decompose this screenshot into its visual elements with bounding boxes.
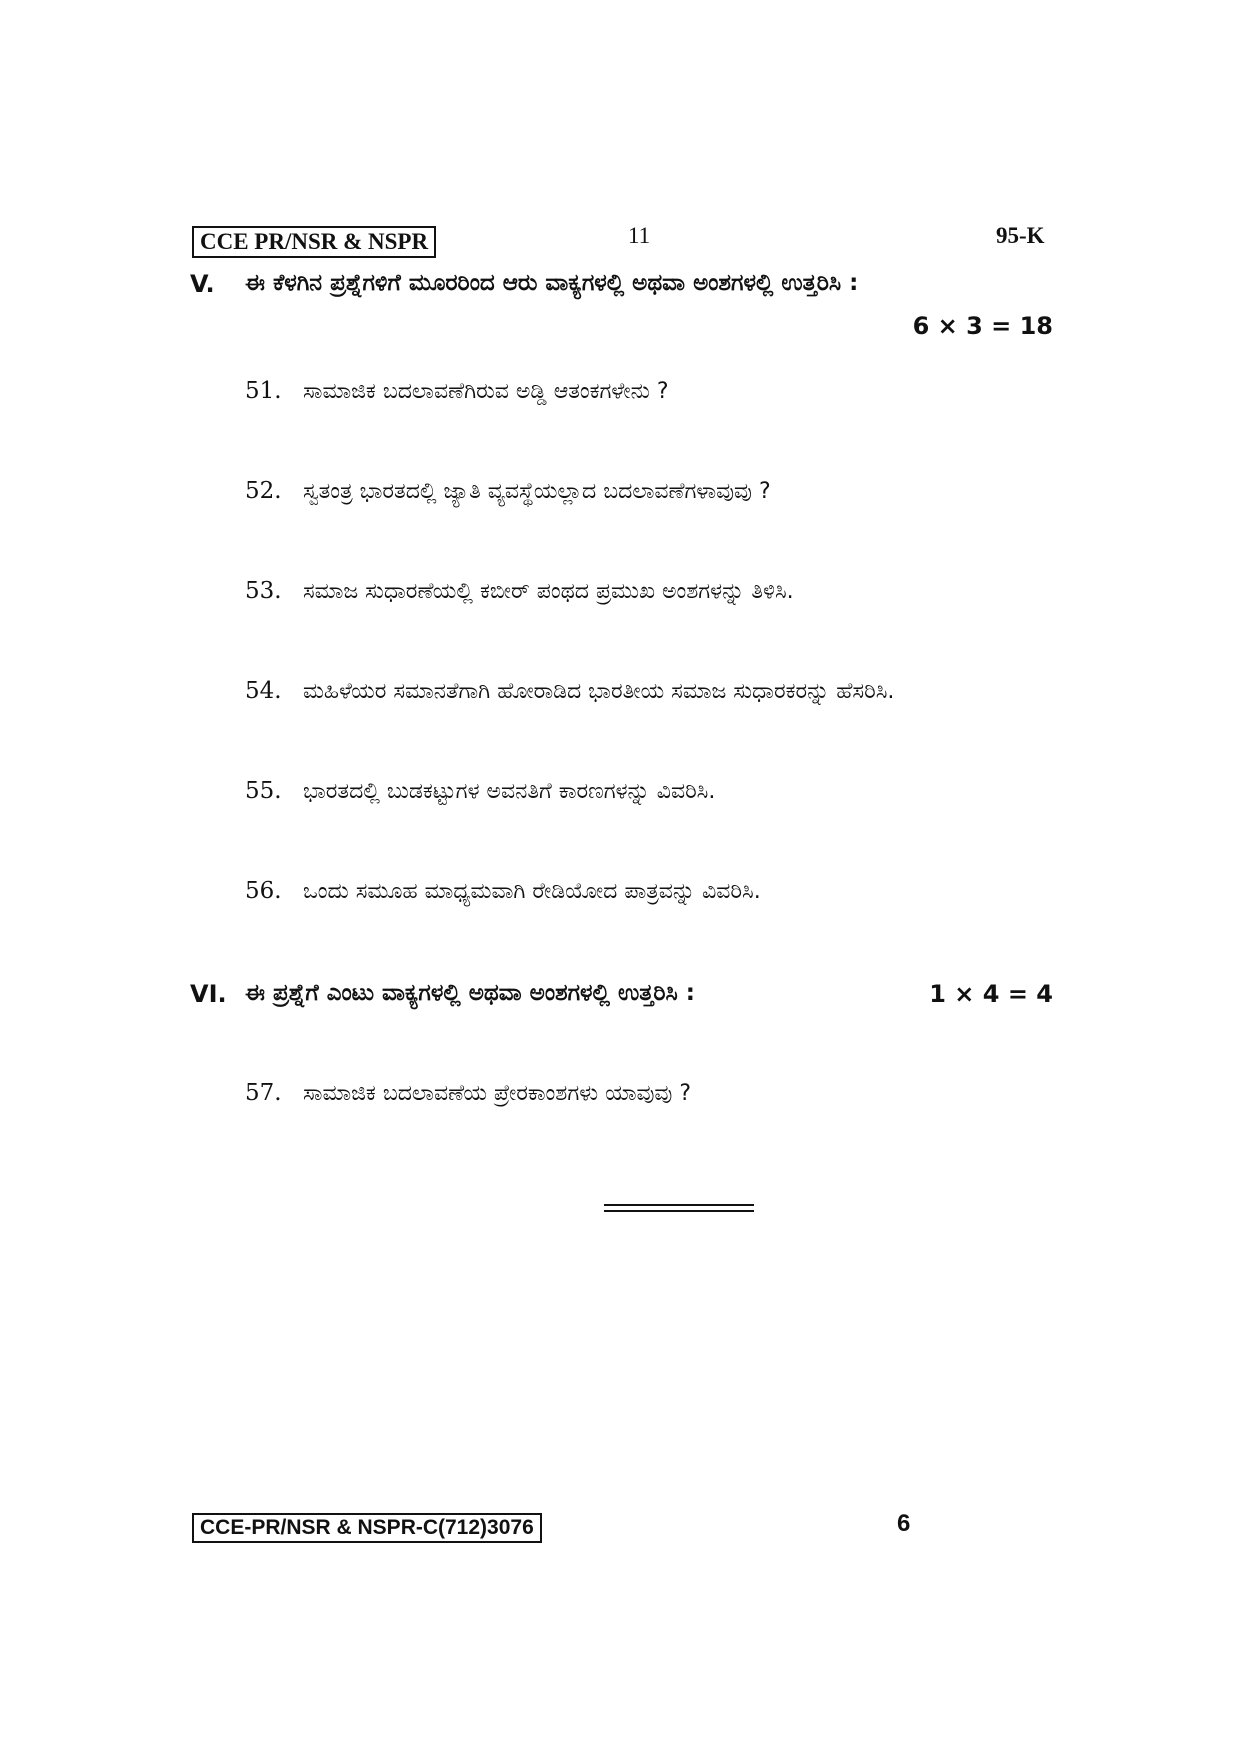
- question-text: ಸಾಮಾಜಿಕ ಬದಲಾವಣೆಯ ಪ್ರೇರಕಾಂಶಗಳು ಯಾವುವು ?: [303, 1081, 692, 1106]
- question-number: 56.: [245, 878, 282, 904]
- question-52: [245, 478, 771, 504]
- paper-code: 95-K: [996, 223, 1045, 248]
- question-51: [245, 378, 669, 404]
- question-57: [245, 1080, 691, 1106]
- section-v-instruction: ಈ ಕೆಳಗಿನ ಪ್ರಶ್ನೆಗಳಿಗೆ ಮೂರರಿಂದ ಆರು ವಾಕ್ಯಗಳಲ್ಲಿ ಅಥವಾ ಅಂಶಗಳಲ್ಲಿ ಉತ್ತರಿಸಿ :: [245, 270, 859, 296]
- section-vi-marks: 1 × 4 = 4: [929, 980, 1053, 1008]
- end-rule-bottom: [604, 1210, 754, 1212]
- question-text: ಮಹಿಳೆಯರ ಸಮಾನತೆಗಾಗಿ ಹೋರಾಡಿದ ಭಾರತೀಯ ಸಮಾಜ ಸುಧಾರಕರನ್ನು ಹೆಸರಿಸಿ.: [303, 679, 895, 704]
- end-rule-top: [604, 1204, 754, 1206]
- section-vi-label: VI.: [190, 980, 227, 1008]
- header-code: CCE PR/NSR & NSPR: [192, 226, 436, 258]
- question-number: 52.: [245, 478, 282, 504]
- question-text: ಒಂದು ಸಮೂಹ ಮಾಧ್ಯಮವಾಗಿ ರೇಡಿಯೋದ ಪಾತ್ರವನ್ನು ವಿವರಿಸಿ.: [303, 879, 761, 904]
- section-vi-instruction: ಈ ಪ್ರಶ್ನೆಗೆ ಎಂಟು ವಾಕ್ಯಗಳಲ್ಲಿ ಅಥವಾ ಅಂಶಗಳಲ್ಲಿ ಉತ್ತರಿಸಿ :: [245, 980, 695, 1006]
- question-53: [245, 578, 794, 604]
- page-number: 11: [628, 223, 651, 248]
- question-number: 55.: [245, 778, 282, 804]
- question-number: 53.: [245, 578, 282, 604]
- question-text: ಸ್ವತಂತ್ರ ಭಾರತದಲ್ಲಿ ಜ್ಯಾತಿ ವ್ಯವಸ್ಥೆಯಲ್ಲಾದ ಬದಲಾವಣೆಗಳಾವುವು ?: [303, 479, 771, 504]
- question-text: ಭಾರತದಲ್ಲಿ ಬುಡಕಟ್ಟುಗಳ ಅವನತಿಗೆ ಕಾರಣಗಳನ್ನು ವಿವರಿಸಿ.: [303, 779, 716, 804]
- section-v-label: V.: [190, 270, 215, 298]
- question-number: 57.: [245, 1080, 282, 1106]
- question-text: ಸಮಾಜ ಸುಧಾರಣೆಯಲ್ಲಿ ಕಬೀರ್ ಪಂಥದ ಪ್ರಮುಖ ಅಂಶಗಳನ್ನು ತಿಳಿಸಿ.: [303, 579, 794, 604]
- footer-number: 6: [897, 1510, 911, 1537]
- question-number: 51.: [245, 378, 282, 404]
- footer-code: CCE-PR/NSR & NSPR-C(712)3076: [192, 1513, 542, 1543]
- question-54: [245, 678, 894, 704]
- question-55: [245, 778, 715, 804]
- question-56: [245, 878, 761, 904]
- question-text: ಸಾಮಾಜಿಕ ಬದಲಾವಣೆಗಿರುವ ಅಡ್ಡಿ ಆತಂಕಗಳೇನು ?: [303, 379, 669, 404]
- question-number: 54.: [245, 678, 282, 704]
- section-v-marks: 6 × 3 = 18: [912, 312, 1053, 340]
